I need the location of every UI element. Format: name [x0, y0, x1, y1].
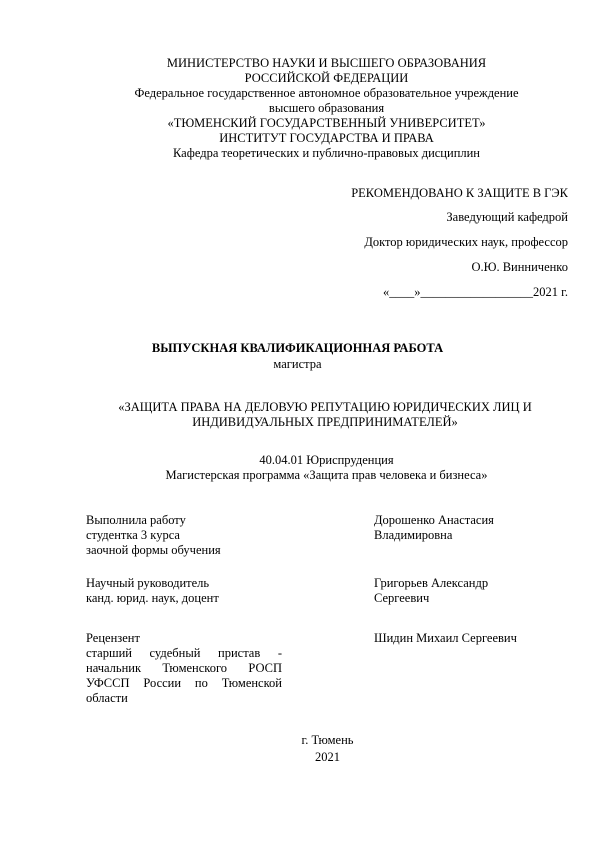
recommend-degree: Доктор юридических наук, профессор — [364, 235, 568, 249]
author-name-2: Владимировна — [374, 528, 453, 542]
supervisor-label-1: Научный руководитель — [86, 576, 210, 590]
reviewer-label: Рецензент — [86, 631, 140, 645]
supervisor-name — [374, 576, 574, 606]
work-title: ВЫПУСКНАЯ КВАЛИФИКАЦИОННАЯ РАБОТА — [151, 341, 444, 355]
ministry-line-2: РОССИЙСКОЙ ФЕДЕРАЦИИ — [244, 71, 409, 85]
institute-name: ИНСТИТУТ ГОСУДАРСТВА И ПРАВА — [219, 131, 434, 145]
footer — [0, 733, 595, 765]
supervisor-name-1: Григорьев Александр — [374, 576, 489, 590]
department-name: Кафедра теоретических и публично-правовых дисциплин — [173, 146, 480, 160]
author-name — [374, 513, 574, 543]
supervisor-labels — [86, 576, 282, 606]
footer-year: 2021 — [315, 750, 340, 764]
reviewer-name: Шидин Михаил Сергеевич — [374, 631, 517, 645]
recommend-date-line: «____»__________________2021 г. — [383, 285, 568, 299]
speciality-code: 40.04.01 Юриспруденция — [259, 453, 394, 467]
speciality-block — [60, 453, 593, 483]
education-level-line: высшего образования — [268, 101, 385, 115]
author-labels — [86, 513, 282, 558]
footer-city: г. Тюмень — [301, 733, 354, 747]
reviewer-position: старший судебный пристав - начальник Тюменского РОСП УФССП России по Тюменской области — [86, 646, 282, 705]
reviewer-block — [86, 631, 282, 706]
work-subtitle: магистра — [273, 357, 322, 371]
recommend-signatory: О.Ю. Винниченко — [471, 260, 568, 274]
supervisor-label-2: канд. юрид. наук, доцент — [86, 591, 219, 605]
author-label-2: студентка 3 курса — [86, 528, 180, 542]
ministry-line-1: МИНИСТЕРСТВО НАУКИ И ВЫСШЕГО ОБРАЗОВАНИЯ — [166, 56, 487, 70]
recommend-title: РЕКОМЕНДОВАНО К ЗАЩИТЕ В ГЭК — [351, 186, 568, 200]
master-program: Магистерская программа «Защита прав человека и бизнеса» — [165, 468, 488, 482]
supervisor-name-2: Сергеевич — [374, 591, 430, 605]
recommend-head-of-department: Заведующий кафедрой — [446, 210, 568, 224]
institution-header — [60, 56, 593, 161]
author-label-3: заочной формы обучения — [86, 543, 221, 557]
institution-type-line: Федеральное государственное автономное образовательное учреждение — [134, 86, 519, 100]
university-name: «ТЮМЕНСКИЙ ГОСУДАРСТВЕННЫЙ УНИВЕРСИТЕТ» — [167, 116, 486, 130]
author-label-1: Выполнила работу — [86, 513, 186, 527]
work-topic: «ЗАЩИТА ПРАВА НА ДЕЛОВУЮ РЕПУТАЦИЮ ЮРИДИЧЕСКИХ ЛИЦ И ИНДИВИДУАЛЬНЫХ ПРЕДПРИНИМАТЕЛЕЙ» — [118, 400, 532, 429]
author-name-1: Дорошенко Анастасия — [374, 513, 494, 527]
